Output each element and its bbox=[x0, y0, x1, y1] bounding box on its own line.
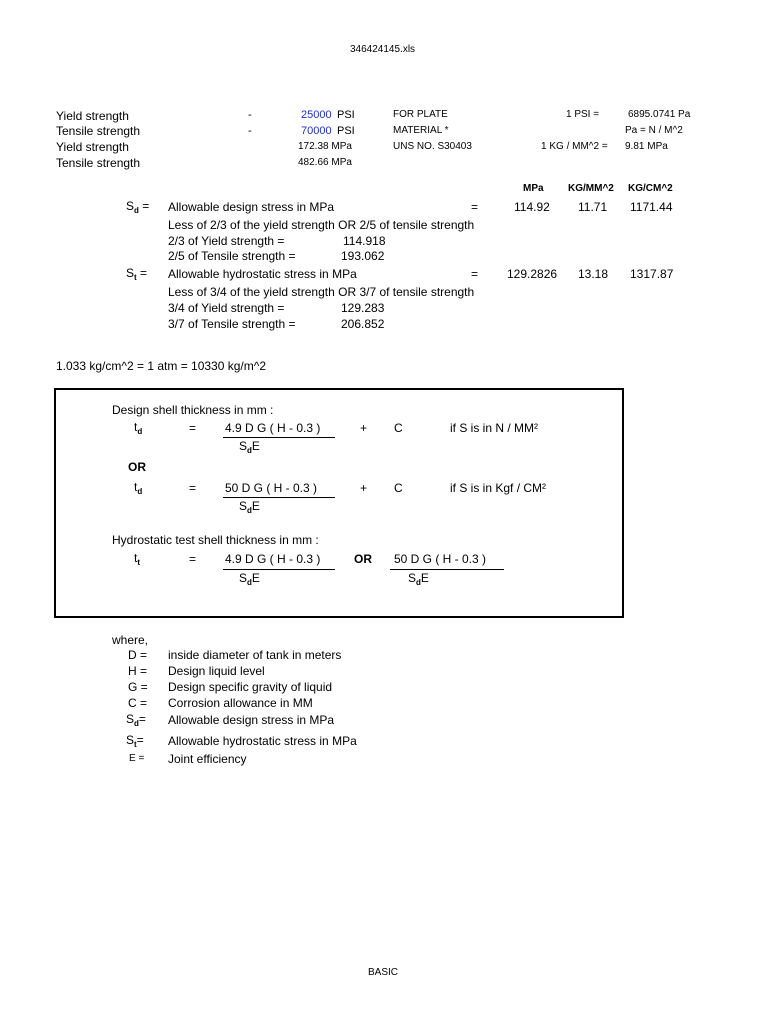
sd-yield-label: 2/3 of Yield strength = bbox=[168, 234, 285, 248]
legend-desc-g: Design specific gravity of liquid bbox=[168, 680, 333, 694]
unit: PSI bbox=[337, 125, 355, 137]
dash: - bbox=[248, 125, 252, 137]
equals: = bbox=[189, 421, 197, 435]
sd-symbol: $S_d$ = bbox=[126, 199, 150, 215]
legend-symbol-h: H = bbox=[128, 664, 148, 678]
legend-symbol-st: $S_t=$ bbox=[126, 733, 144, 749]
equals: = bbox=[471, 267, 479, 281]
conversion-value: 9.81 MPa bbox=[625, 141, 668, 152]
col-header-kgmm: KG/MM^2 bbox=[568, 183, 614, 194]
fraction-bar bbox=[223, 569, 335, 570]
condition-kgf-cm2: if S is in Kgf / CM² bbox=[450, 481, 547, 495]
legend-desc-d: inside diameter of tank in meters bbox=[168, 648, 342, 662]
formula1-denominator: $S_dE$ bbox=[239, 439, 260, 455]
st-kgcm: 1317.87 bbox=[630, 267, 674, 281]
sd-kgcm: 1171.44 bbox=[630, 200, 673, 214]
conversion-value: Pa = N / M^2 bbox=[625, 125, 683, 136]
st-yield-value: 129.283 bbox=[341, 301, 385, 315]
legend-symbol-e: E = bbox=[129, 753, 145, 764]
sd-description: Allowable design stress in MPa bbox=[168, 200, 335, 214]
conversion-label: 1 PSI = bbox=[566, 109, 600, 120]
sd-rule: Less of 2/3 of the yield strength OR 2/5 of tensile strength bbox=[168, 218, 475, 232]
st-kgmm: 13.18 bbox=[578, 267, 609, 281]
st-yield-label: 3/4 of Yield strength = bbox=[168, 301, 285, 315]
prop-label-tensile-mpa: Tensile strength bbox=[56, 156, 141, 170]
corrosion-c: C bbox=[394, 481, 403, 495]
yield-mpa-value: 172.38 MPa bbox=[298, 141, 352, 152]
formula4-denominator: $S_dE$ bbox=[408, 571, 429, 587]
sd-yield-value: 114.918 bbox=[343, 234, 386, 248]
formula3-denominator: $S_dE$ bbox=[239, 571, 260, 587]
col-header-kgcm: KG/CM^2 bbox=[628, 183, 673, 194]
sd-tensile-label: 2/5 of Tensile strength = bbox=[168, 249, 296, 263]
sd-kgmm: 11.71 bbox=[578, 200, 608, 214]
td-symbol: $t_d$ bbox=[134, 420, 143, 436]
tensile-mpa-value: 482.66 MPa bbox=[298, 157, 352, 168]
note: FOR PLATE bbox=[393, 109, 448, 120]
formula3-numerator: 4.9 D G ( H - 0.3 ) bbox=[225, 552, 321, 566]
equals: = bbox=[189, 481, 197, 495]
or-label: OR bbox=[128, 460, 146, 474]
tensile-psi-value: 70000 bbox=[301, 125, 332, 137]
fraction-bar bbox=[390, 569, 504, 570]
formula4-numerator: 50 D G ( H - 0.3 ) bbox=[394, 552, 487, 566]
file-name: 346424145.xls bbox=[350, 44, 416, 55]
st-symbol: $S_t$ = bbox=[126, 266, 148, 282]
legend-symbol-sd: $S_d=$ bbox=[126, 712, 146, 728]
dash: - bbox=[248, 109, 252, 121]
conversion-value: 6895.0741 Pa bbox=[628, 109, 691, 120]
sd-mpa: 114.92 bbox=[514, 200, 550, 214]
legend-desc-h: Design liquid level bbox=[168, 664, 265, 678]
sd-tensile-value: 193.062 bbox=[341, 249, 385, 263]
yield-psi-value: 25000 bbox=[301, 109, 332, 121]
prop-label-yield-mpa: Yield strength bbox=[56, 140, 129, 154]
tt-symbol: $t_t$ bbox=[134, 551, 141, 567]
atm-note: 1.033 kg/cm^2 = 1 atm = 10330 kg/m^2 bbox=[56, 359, 267, 373]
unit: PSI bbox=[337, 109, 355, 121]
col-header-mpa: MPa bbox=[523, 183, 544, 194]
corrosion-c: C bbox=[394, 421, 403, 435]
legend-desc-e: Joint efficiency bbox=[168, 752, 247, 766]
equals: = bbox=[189, 552, 197, 566]
legend-symbol-d: D = bbox=[128, 648, 148, 662]
design-thickness-title: Design shell thickness in mm : bbox=[112, 403, 274, 417]
condition-n-mm2: if S is in N / MM² bbox=[450, 421, 539, 435]
legend-symbol-g: G = bbox=[128, 680, 148, 694]
legend-desc-c: Corrosion allowance in MM bbox=[168, 696, 313, 710]
formula1-numerator: 4.9 D G ( H - 0.3 ) bbox=[225, 421, 321, 435]
legend-symbol-c: C = bbox=[128, 696, 148, 710]
hydrostatic-thickness-title: Hydrostatic test shell thickness in mm : bbox=[112, 533, 319, 547]
note: UNS NO. S30403 bbox=[393, 141, 472, 152]
equals: = bbox=[471, 200, 479, 214]
plus: + bbox=[360, 481, 368, 495]
formula2-numerator: 50 D G ( H - 0.3 ) bbox=[225, 481, 318, 495]
st-mpa: 129.2826 bbox=[507, 267, 558, 281]
fraction-bar bbox=[223, 437, 335, 438]
prop-label-yield-psi: Yield strength bbox=[56, 109, 129, 123]
plus: + bbox=[360, 421, 368, 435]
st-tensile-label: 3/7 of Tensile strength = bbox=[168, 317, 296, 331]
st-rule: Less of 3/4 of the yield strength OR 3/7 of tensile strength bbox=[168, 285, 475, 299]
sheet-name: BASIC bbox=[368, 967, 399, 978]
st-description: Allowable hydrostatic stress in MPa bbox=[168, 267, 357, 281]
fraction-bar bbox=[223, 497, 335, 498]
legend-desc-st: Allowable hydrostatic stress in MPa bbox=[168, 734, 357, 748]
where-title: where, bbox=[112, 633, 149, 647]
note: MATERIAL * bbox=[393, 125, 449, 136]
prop-label-tensile-psi: Tensile strength bbox=[56, 124, 141, 138]
td-symbol: $t_d$ bbox=[134, 480, 143, 496]
st-tensile-value: 206.852 bbox=[341, 317, 385, 331]
or-label: OR bbox=[354, 552, 372, 566]
conversion-label: 1 KG / MM^2 = bbox=[541, 141, 608, 152]
legend-desc-sd: Allowable design stress in MPa bbox=[168, 713, 335, 727]
formula2-denominator: $S_dE$ bbox=[239, 499, 260, 515]
